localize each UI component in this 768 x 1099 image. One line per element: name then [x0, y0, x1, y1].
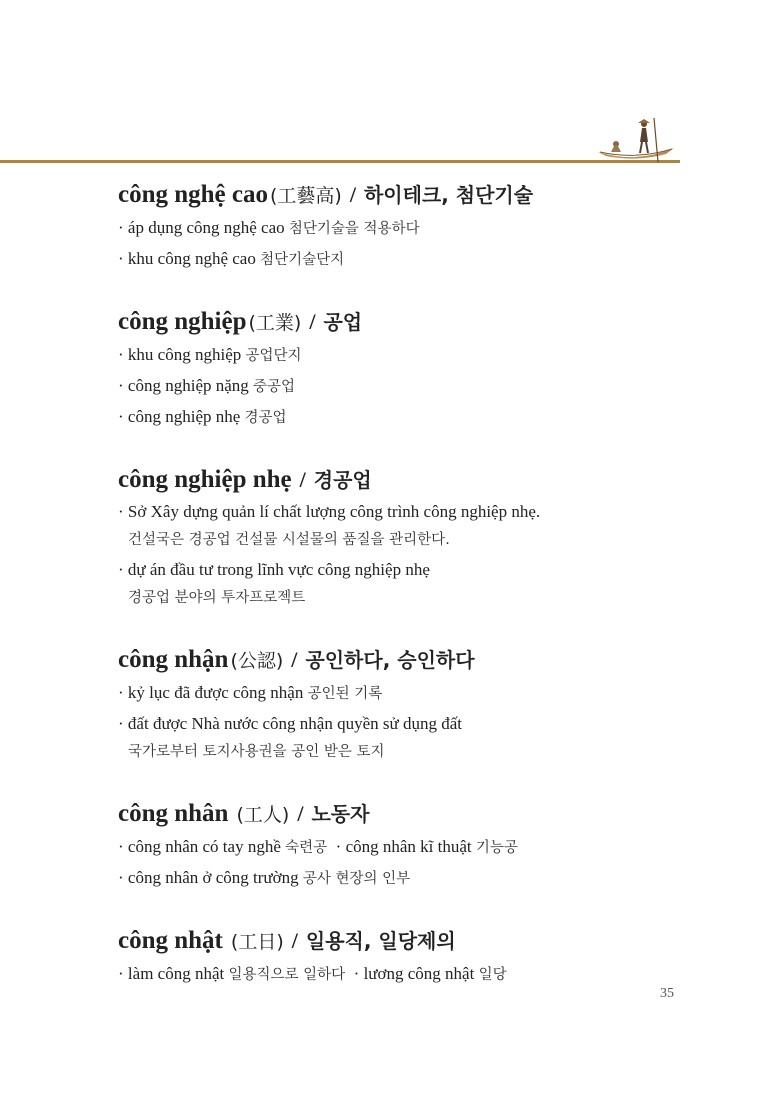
example-ko: 일당	[478, 967, 507, 983]
translation-line: 경공업 분야의 투자프로젝트	[128, 590, 306, 606]
entry-headline	[118, 797, 698, 832]
example-line	[118, 959, 698, 990]
bullet: ·	[118, 407, 124, 426]
bullet: ·	[118, 502, 124, 521]
example-ko: 공사 현장의 인부	[302, 871, 411, 887]
example-vi: công nghiệp nhẹ	[127, 407, 241, 426]
example-vi: làm công nhật	[127, 964, 225, 983]
korean-meaning: 하이테크, 첨단기술	[363, 183, 534, 207]
example-line	[118, 340, 698, 371]
example-vi: công nhân ở công trường	[127, 868, 299, 887]
korean-meaning: 공업	[323, 310, 363, 334]
example-vi: công nhân có tay nghề	[127, 837, 281, 856]
korean-meaning: 노동자	[311, 802, 370, 826]
headword: công nghệ cao	[118, 181, 268, 208]
korean-meaning: 경공업	[313, 468, 372, 492]
example-vi: khu công nghiệp	[127, 345, 242, 364]
example-vi: khu công nghệ cao	[127, 249, 256, 268]
separator: /	[349, 182, 356, 207]
example-vi: lương công nhật	[363, 964, 475, 983]
headword: công nghiệp nhẹ	[118, 466, 292, 493]
headword: công nhật	[118, 927, 223, 954]
example-ko: 경공업	[244, 410, 287, 426]
example-line	[118, 555, 698, 584]
example-line	[118, 371, 698, 402]
entry-headline	[118, 305, 698, 340]
bullet: ·	[118, 345, 124, 364]
example-vi: đất được Nhà nước công nhận quyền sử dụng đất	[127, 714, 462, 733]
entry-headline	[118, 178, 698, 213]
boat-illustration-icon	[596, 118, 676, 164]
example-ko: 공업단지	[245, 348, 302, 364]
separator: /	[291, 647, 298, 672]
bullet: ·	[118, 560, 124, 579]
entry	[118, 178, 698, 275]
header-rule	[0, 160, 680, 163]
bullet: ·	[118, 964, 124, 983]
example-line	[118, 244, 698, 275]
example-line	[118, 709, 698, 738]
example-line	[118, 863, 698, 894]
dictionary-entries	[118, 178, 698, 1020]
example-line	[118, 678, 698, 709]
hanja: (工業)	[248, 312, 302, 334]
entry-headline	[118, 643, 698, 678]
bullet: ·	[118, 376, 124, 395]
hanja: (工人)	[230, 804, 290, 826]
example-ko: 첨단기술을 적용하다	[288, 221, 420, 237]
translation-line: 건설국은 경공업 건설물 시설물의 품질을 관리한다.	[128, 532, 450, 548]
example-vi: kỷ lục đã được công nhận	[127, 683, 304, 702]
headword: công nhận	[118, 646, 229, 673]
entry	[118, 797, 698, 894]
separator: /	[297, 801, 304, 826]
bullet: ·	[118, 683, 124, 702]
page-number: 35	[660, 986, 674, 1001]
entry	[118, 305, 698, 433]
example-line	[118, 497, 698, 526]
separator: /	[309, 309, 316, 334]
headword: công nhân	[118, 800, 229, 827]
korean-meaning: 공인하다, 승인하다	[305, 648, 475, 672]
example-vi: công nhân kĩ thuật	[345, 837, 472, 856]
separator: /	[299, 467, 306, 492]
bullet: ·	[118, 837, 124, 856]
example-ko: 일용직으로 일하다	[228, 967, 346, 983]
separator: /	[291, 928, 298, 953]
example-ko: 숙련공	[285, 840, 328, 856]
bullet: ·	[118, 868, 124, 887]
entry	[118, 924, 698, 990]
bullet: ·	[353, 964, 360, 983]
bullet: ·	[118, 249, 124, 268]
entry	[118, 643, 698, 767]
bullet: ·	[335, 837, 342, 856]
entry-headline	[118, 924, 698, 959]
korean-meaning: 일용직, 일당제의	[305, 929, 456, 953]
example-line	[118, 213, 698, 244]
bullet: ·	[118, 714, 124, 733]
entry-headline	[118, 463, 698, 497]
hanja: (公認)	[230, 650, 284, 672]
example-ko: 기능공	[475, 840, 518, 856]
bullet: ·	[118, 218, 124, 237]
example-vi: áp dụng công nghệ cao	[127, 218, 285, 237]
example-line	[118, 832, 698, 863]
hanja: (工藝高)	[270, 185, 342, 207]
example-ko: 첨단기술단지	[260, 252, 345, 268]
example-vi: Sở Xây dựng quản lí chất lượng công trình công nghiệp nhẹ.	[127, 502, 541, 521]
example-line	[118, 402, 698, 433]
example-ko: 중공업	[253, 379, 296, 395]
translation-line: 국가로부터 토지사용권을 공인 받은 토지	[128, 744, 385, 760]
example-vi: dự án đầu tư trong lĩnh vực công nghiệp nhẹ	[127, 560, 430, 579]
hanja: (工日)	[224, 931, 284, 953]
example-vi: công nghiệp nặng	[127, 376, 249, 395]
headword: công nghiệp	[118, 308, 247, 335]
entry	[118, 463, 698, 613]
example-ko: 공인된 기록	[307, 686, 383, 702]
